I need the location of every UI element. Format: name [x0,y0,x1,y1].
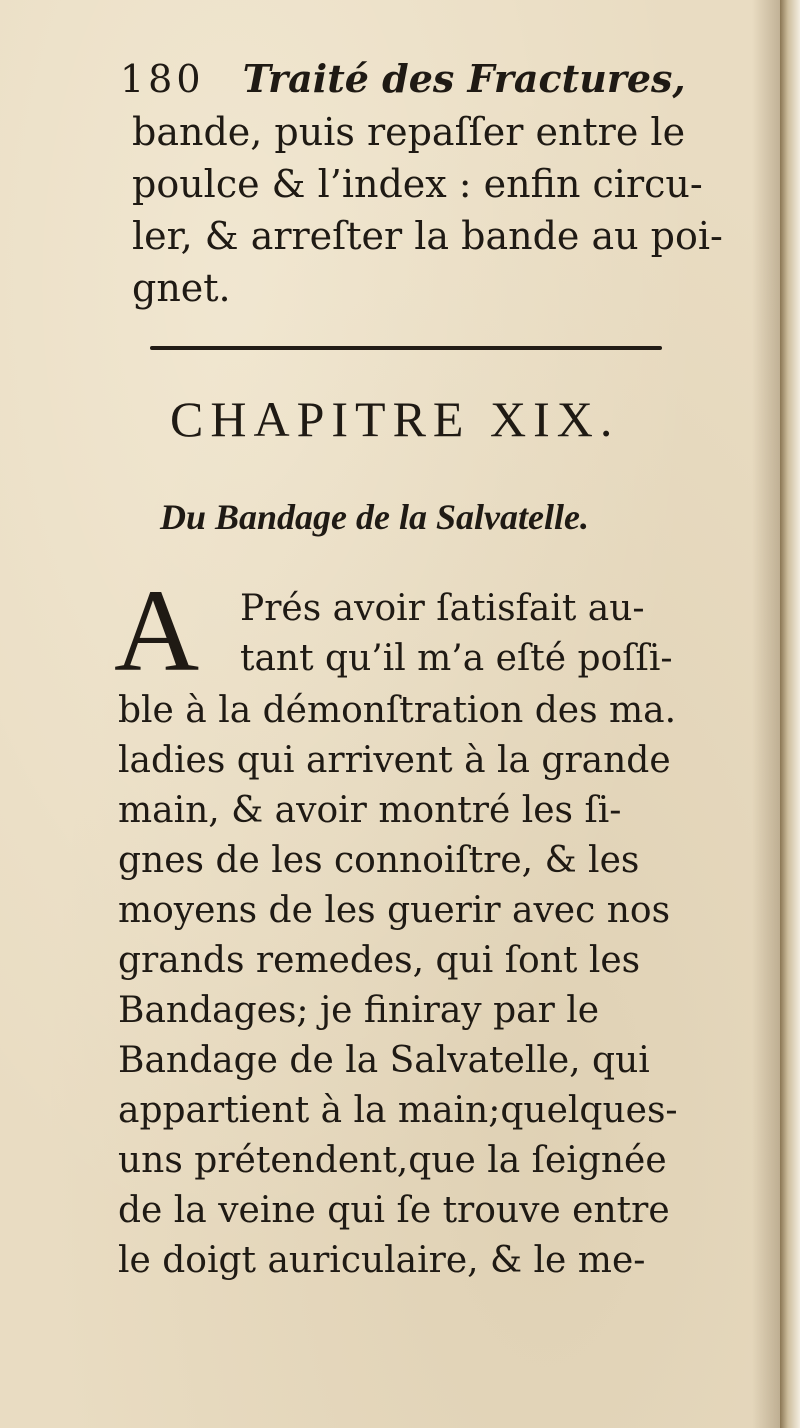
body-line: gnes de les connoiſtre, & les [118,840,640,881]
body-line: grands remedes, qui ſont les [118,940,641,981]
page-gutter-shadow [752,0,780,1428]
body-line: moyens de les guerir avec nos [118,890,671,931]
body-line: main, & avoir montré les ſi- [118,790,622,831]
section-divider [150,346,662,350]
page-fore-edge [780,0,800,1428]
chapter-heading: CHAPITRE XIX. [170,391,620,447]
page-number: 180 [120,57,205,101]
body-line: tant qu’il m’a eſté poſſi- [240,638,673,679]
intro-line: bande, puis repaſſer entre le [132,110,686,154]
intro-line: gnet. [132,266,231,310]
body-line: uns prétendent,que la ſeignée [118,1140,667,1181]
drop-cap: A [114,565,200,696]
body-line: ladies qui arrivent à la grande [118,740,671,781]
chapter-subtitle: Du Bandage de la Salvatelle. [160,497,589,537]
running-header [120,56,686,101]
body-line: Bandages; je finiray par le [118,990,600,1031]
intro-line: ler, & arreſter la bande au poi- [132,214,723,258]
body-line: de la veine qui ſe trouve entre [118,1190,670,1231]
body-line: Bandage de la Salvatelle, qui [118,1040,650,1081]
body-line: Prés avoir ſatisfait au- [240,588,645,629]
running-title: Traité des Fractures, [242,56,686,101]
body-line: appartient à la main;quelques- [118,1090,678,1131]
intro-line: poulce & l’index : enfin circu- [132,162,703,206]
body-line: le doigt auriculaire, & le me- [118,1240,646,1281]
body-line: ble à la démonſtration des ma. [118,690,677,731]
